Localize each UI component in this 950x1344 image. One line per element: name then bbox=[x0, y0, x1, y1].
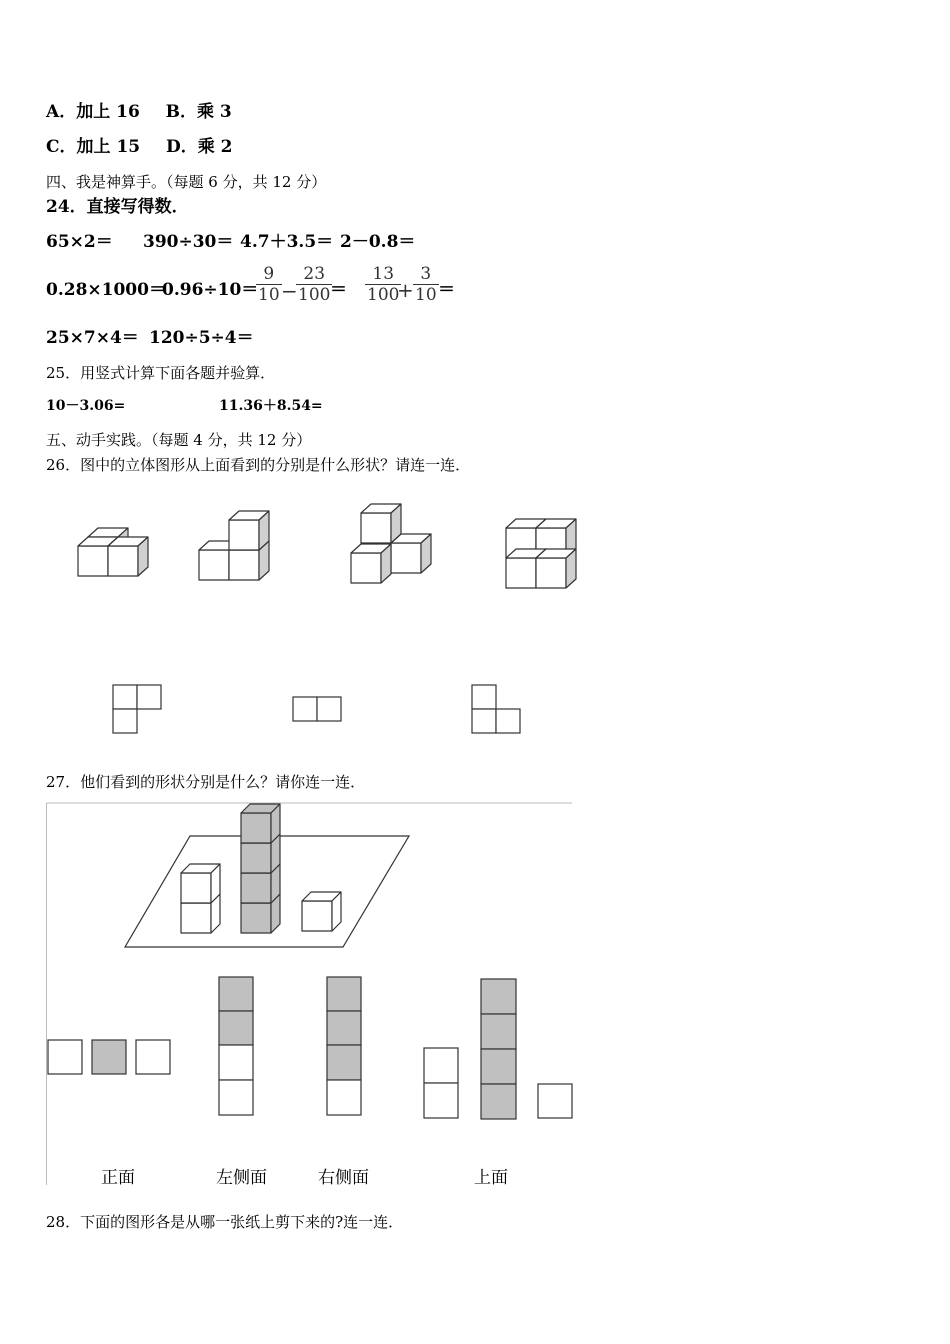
section-4-heading: 四、我是神算手。（每题 6 分，共 12 分） bbox=[46, 173, 327, 191]
option-b-letter: B． bbox=[165, 102, 197, 122]
view-right-side bbox=[327, 977, 361, 1115]
equals-sign: ＝ bbox=[438, 280, 455, 300]
fraction-numerator: 13 bbox=[372, 264, 395, 284]
fraction-numerator: 23 bbox=[303, 264, 326, 284]
q25-item: 10－3.06= bbox=[46, 398, 126, 414]
q24-item: 2－0.8＝ bbox=[340, 232, 416, 252]
label-top: 上面 bbox=[474, 1168, 508, 1188]
fraction-numerator: 3 bbox=[420, 264, 432, 284]
fraction-denominator: 10 bbox=[415, 285, 437, 305]
q24-item: 0.96÷10＝ bbox=[162, 280, 259, 300]
option-a-text: 加上 16 bbox=[76, 102, 140, 122]
option-c-text: 加上 15 bbox=[76, 137, 141, 157]
q24-item: 120÷5÷4＝ bbox=[149, 328, 254, 348]
fraction-denominator: 100 bbox=[298, 285, 331, 305]
q28-title: 28．下面的图形各是从哪一张纸上剪下来的?连一连． bbox=[46, 1213, 404, 1231]
stack-4-gray bbox=[241, 804, 280, 933]
view-left-side bbox=[219, 977, 253, 1115]
view-top bbox=[424, 979, 572, 1119]
label-front: 正面 bbox=[101, 1168, 135, 1188]
option-d-letter: D． bbox=[165, 137, 198, 157]
fraction-numerator: 9 bbox=[263, 264, 275, 284]
label-right-side: 右侧面 bbox=[318, 1168, 369, 1188]
q26-title: 26．图中的立体图形从上面看到的分别是什么形状？请连一连． bbox=[46, 456, 471, 474]
label-left-side: 左侧面 bbox=[216, 1168, 267, 1188]
equals-sign: ＝ bbox=[330, 280, 347, 300]
q24-item: 4.7＋3.5＝ bbox=[240, 232, 334, 252]
q24-item: 0.28×1000＝ bbox=[46, 280, 166, 300]
q24-item: 390÷30＝ bbox=[143, 232, 234, 252]
q25-title: 25．用竖式计算下面各题并验算． bbox=[46, 364, 276, 382]
q27-title: 27．他们看到的形状分别是什么？请你连一连． bbox=[46, 773, 366, 791]
option-b-text: 乘 3 bbox=[197, 102, 232, 122]
minus-operator: − bbox=[281, 279, 298, 303]
option-c-letter: C． bbox=[46, 137, 77, 157]
q25-item: 11.36＋8.54= bbox=[219, 398, 323, 414]
plus-operator: + bbox=[397, 278, 414, 302]
single-white-cube bbox=[302, 892, 341, 931]
q24-item: 65×2＝ bbox=[46, 232, 113, 252]
view-front bbox=[48, 1040, 170, 1074]
option-d-text: 乘 2 bbox=[197, 137, 233, 157]
section-5-heading: 五、动手实践。（每题 4 分，共 12 分） bbox=[46, 431, 312, 449]
fraction-denominator: 100 bbox=[367, 285, 400, 305]
option-a-letter: A． bbox=[46, 102, 77, 122]
stack-2-white bbox=[181, 864, 220, 933]
fraction-denominator: 10 bbox=[258, 285, 280, 305]
q24-item: 25×7×4＝ bbox=[46, 328, 139, 348]
q24-title: 24．直接写得数． bbox=[46, 197, 189, 217]
